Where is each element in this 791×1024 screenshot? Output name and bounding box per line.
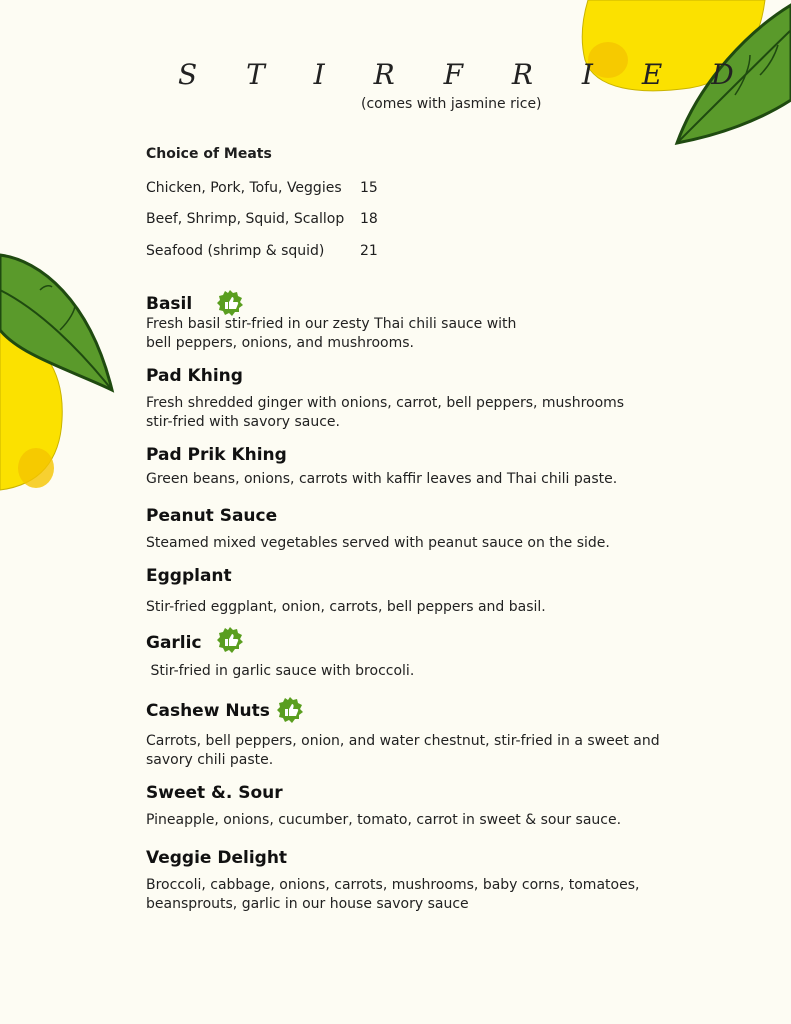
meats-heading: Choice of Meats [146,146,272,162]
dish-title-garlic: Garlic [146,633,202,653]
dish-description-garlic: Stir-fried in garlic sauce with broccoli. [146,663,415,679]
thumbs-up-badge-icon [216,289,244,317]
dish-description-eggplant: Stir-fried eggplant, onion, carrots, bell peppers and basil. [146,599,546,615]
thumbs-up-badge-icon [216,626,244,654]
dish-description-basil: Fresh basil stir-fried in our zesty Thai chili sauce with bell peppers, onions, and mushrooms. [146,316,517,351]
dish-description-sweet-sour: Pineapple, onions, cucumber, tomato, carrot in sweet & sour sauce. [146,812,622,828]
meat-options: Chicken, Pork, Tofu, Veggies [146,180,342,196]
page-subtitle: (comes with jasmine rice) [361,96,542,112]
meat-price-row [146,180,378,196]
page-title: S T I R F R I E D [178,58,754,91]
dish-title-veggie-delight: Veggie Delight [146,848,288,868]
dish-description-veggie-delight: Broccoli, cabbage, onions, carrots, mushrooms, baby corns, tomatoes, beansprouts, garlic in our house savory sauce [146,877,640,912]
meat-price: 18 [360,211,378,227]
meat-price-row [146,211,378,227]
dish-title-basil: Basil [146,294,193,314]
dish-description-peanut-sauce: Steamed mixed vegetables served with peanut sauce on the side. [146,535,610,551]
dish-title-eggplant: Eggplant [146,566,232,586]
dish-title-peanut-sauce: Peanut Sauce [146,506,278,526]
dish-description-pad-khing: Fresh shredded ginger with onions, carrot, bell peppers, mushrooms stir-fried with savory sauce. [146,395,625,430]
lemon-left-icon [0,250,120,500]
meat-price-row [146,243,378,259]
dish-description-pad-prik-khing: Green beans, onions, carrots with kaffir leaves and Thai chili paste. [146,471,618,487]
dish-title-sweet-sour: Sweet &. Sour [146,783,283,803]
dish-title-cashew-nuts: Cashew Nuts [146,701,270,721]
thumbs-up-badge-icon [276,696,304,724]
meat-options: Beef, Shrimp, Squid, Scallop [146,211,345,227]
meat-price: 15 [360,180,378,196]
dish-title-pad-khing: Pad Khing [146,366,243,386]
dish-title-pad-prik-khing: Pad Prik Khing [146,445,287,465]
meat-options: Seafood (shrimp & squid) [146,243,325,259]
dish-description-cashew-nuts: Carrots, bell peppers, onion, and water chestnut, stir-fried in a sweet and savory chili paste. [146,733,660,768]
meat-price: 21 [360,243,378,259]
